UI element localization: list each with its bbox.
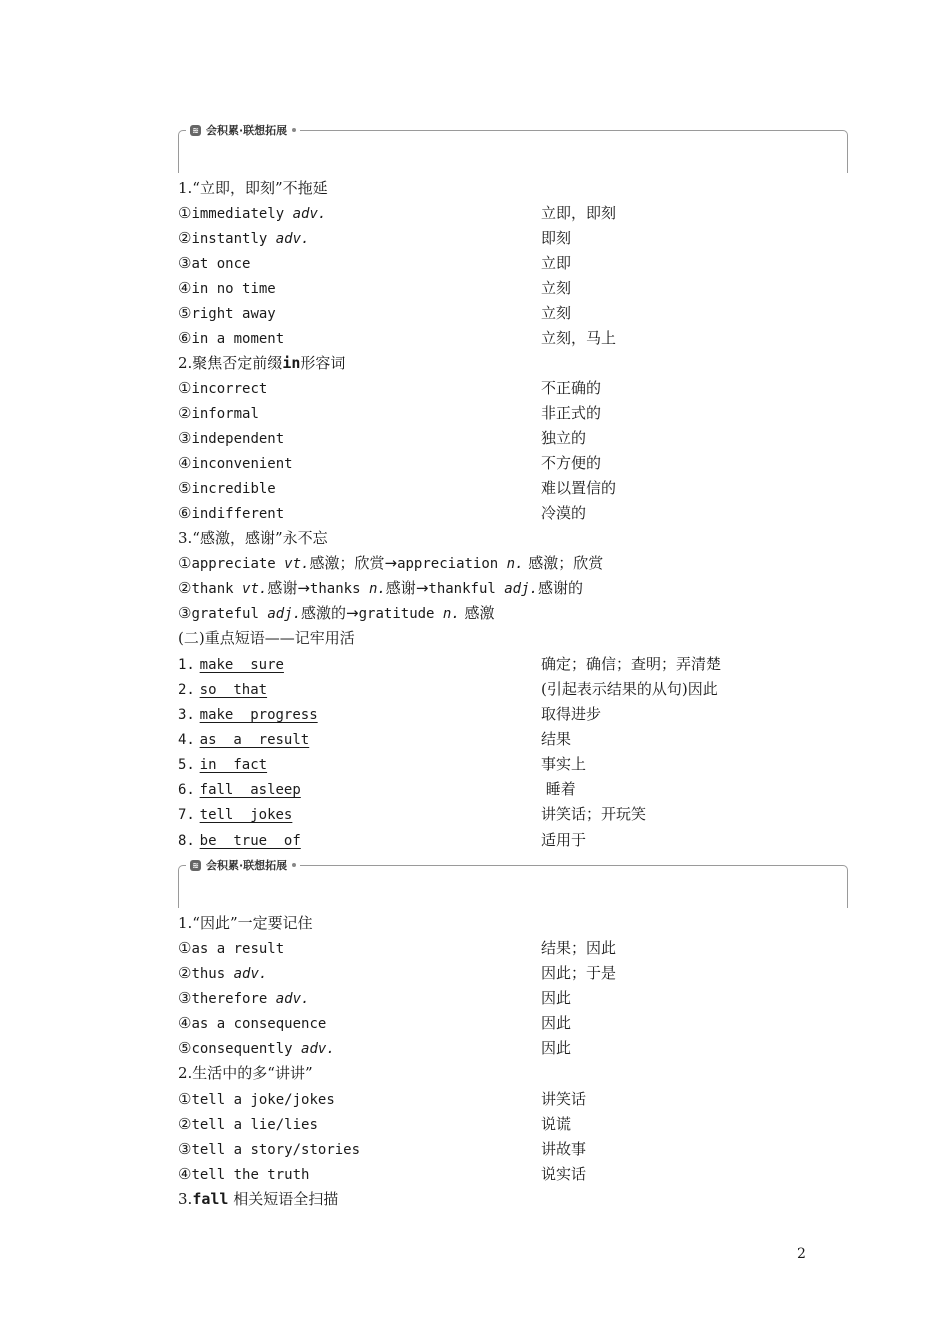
phrase-answer: in fact (199, 757, 268, 773)
arrow-right-icon: → (415, 579, 429, 597)
phrase-answer: make progress (199, 707, 318, 723)
list-item: ⑤consequently adv. (178, 1039, 335, 1057)
list-item: ⑥in a moment (178, 329, 285, 347)
section-box-tag (186, 123, 300, 137)
phrase-answer: make sure (199, 657, 284, 673)
meaning-text: 结果；因此 (541, 939, 617, 957)
phrase-item: 1. make sure (178, 657, 284, 673)
list-item: ④tell the truth (178, 1165, 310, 1183)
list-item: ②informal (178, 404, 259, 422)
phrase-answer: so that (199, 682, 268, 698)
group-title: 3.“感激，感谢”永不忘 (178, 529, 328, 547)
meaning-text: 因此 (541, 989, 572, 1007)
list-item: ①incorrect (178, 379, 268, 397)
list-item: ①tell a joke/jokes (178, 1090, 335, 1108)
meaning-text: 确定；确信；查明；弄清楚 (541, 655, 722, 673)
list-item: ①immediately adv. (178, 204, 327, 222)
meaning-text: 说谎 (541, 1115, 572, 1133)
list-item: ②thus adv. (178, 964, 268, 982)
phrase-item: 5. in fact (178, 757, 268, 773)
group-title: 1.“因此”一定要记住 (178, 914, 313, 932)
phrase-answer: tell jokes (199, 807, 293, 823)
arrow-right-icon: → (297, 579, 310, 597)
meaning-text: 非正式的 (541, 404, 602, 422)
phrase-item: 6. fall asleep (178, 782, 301, 798)
meaning-text: 独立的 (541, 429, 587, 447)
section-heading: (二)重点短语——记牢用活 (178, 629, 355, 647)
section-box-tag (186, 858, 300, 872)
list-item: ③at once (178, 254, 251, 272)
meaning-text: 适用于 (541, 831, 587, 849)
meaning-text: 说实话 (541, 1165, 587, 1183)
meaning-text: 即刻 (541, 229, 572, 247)
meaning-text: 讲故事 (541, 1140, 587, 1158)
section-box-label: 会积累·联想拓展 (206, 859, 288, 872)
phrase-item: 7. tell jokes (178, 807, 293, 823)
meaning-text: 立即 (541, 254, 572, 272)
phrase-item: 3. make progress (178, 707, 318, 723)
list-item: ⑥indifferent (178, 504, 285, 522)
dot-icon (292, 863, 296, 867)
group-title: 1.“立即，即刻”不拖延 (178, 179, 328, 197)
list-item: ③tell a story/stories (178, 1140, 361, 1158)
arrow-right-icon: → (384, 554, 398, 572)
list-item: ②tell a lie/lies (178, 1115, 318, 1133)
meaning-text: 立刻，马上 (541, 329, 617, 347)
word-family-line: ①appreciate vt.感激；欣赏→appreciation n. 感激；欣赏 (178, 554, 604, 572)
meaning-text: 因此 (541, 1039, 572, 1057)
meaning-text: 不正确的 (541, 379, 602, 397)
phrase-answer: fall asleep (199, 782, 301, 798)
list-item: ⑤right away (178, 304, 276, 322)
meaning-text: 难以置信的 (541, 479, 617, 497)
arrow-right-icon: → (346, 604, 359, 622)
word-family-line: ③grateful adj.感激的→gratitude n. 感激 (178, 604, 495, 622)
meaning-text: 结果 (541, 730, 572, 748)
book-icon: ≋ (190, 860, 201, 871)
word-family-line: ②thank vt.感谢→thanks n.感谢→thankful adj.感谢的 (178, 579, 583, 597)
meaning-text: 取得进步 (541, 705, 602, 723)
page-number: 2 (797, 1246, 806, 1262)
meaning-text: 不方便的 (541, 454, 602, 472)
list-item: ②instantly adv. (178, 229, 310, 247)
meaning-text: 立刻 (541, 279, 572, 297)
phrase-item: 4. as a result (178, 732, 310, 748)
dot-icon (292, 128, 296, 132)
meaning-text: 冷漠的 (541, 504, 587, 522)
phrase-answer: as a result (199, 732, 310, 748)
list-item: ③therefore adv. (178, 989, 310, 1007)
meaning-text: (引起表示结果的从句)因此 (541, 680, 718, 698)
list-item: ③independent (178, 429, 285, 447)
meaning-text: 因此；于是 (541, 964, 617, 982)
list-item: ④inconvenient (178, 454, 293, 472)
group-title: 2.生活中的多“讲讲” (178, 1064, 313, 1082)
phrase-item: 2. so that (178, 682, 268, 698)
list-item: ⑤incredible (178, 479, 276, 497)
section-box-label: 会积累·联想拓展 (206, 124, 288, 137)
group-title: 3.fall 相关短语全扫描 (178, 1190, 339, 1208)
meaning-text: 睡着 (541, 780, 576, 798)
meaning-text: 讲笑话；开玩笑 (541, 805, 647, 823)
meaning-text: 事实上 (541, 755, 587, 773)
meaning-text: 立即，即刻 (541, 204, 617, 222)
phrase-answer: be true of (199, 833, 301, 849)
group-title: 2.聚焦否定前缀in形容词 (178, 354, 346, 372)
meaning-text: 因此 (541, 1014, 572, 1032)
phrase-item: 8. be true of (178, 833, 301, 849)
book-icon: ≋ (190, 125, 201, 136)
meaning-text: 立刻 (541, 304, 572, 322)
list-item: ④in no time (178, 279, 276, 297)
list-item: ④as a consequence (178, 1014, 327, 1032)
list-item: ①as a result (178, 939, 285, 957)
meaning-text: 讲笑话 (541, 1090, 587, 1108)
